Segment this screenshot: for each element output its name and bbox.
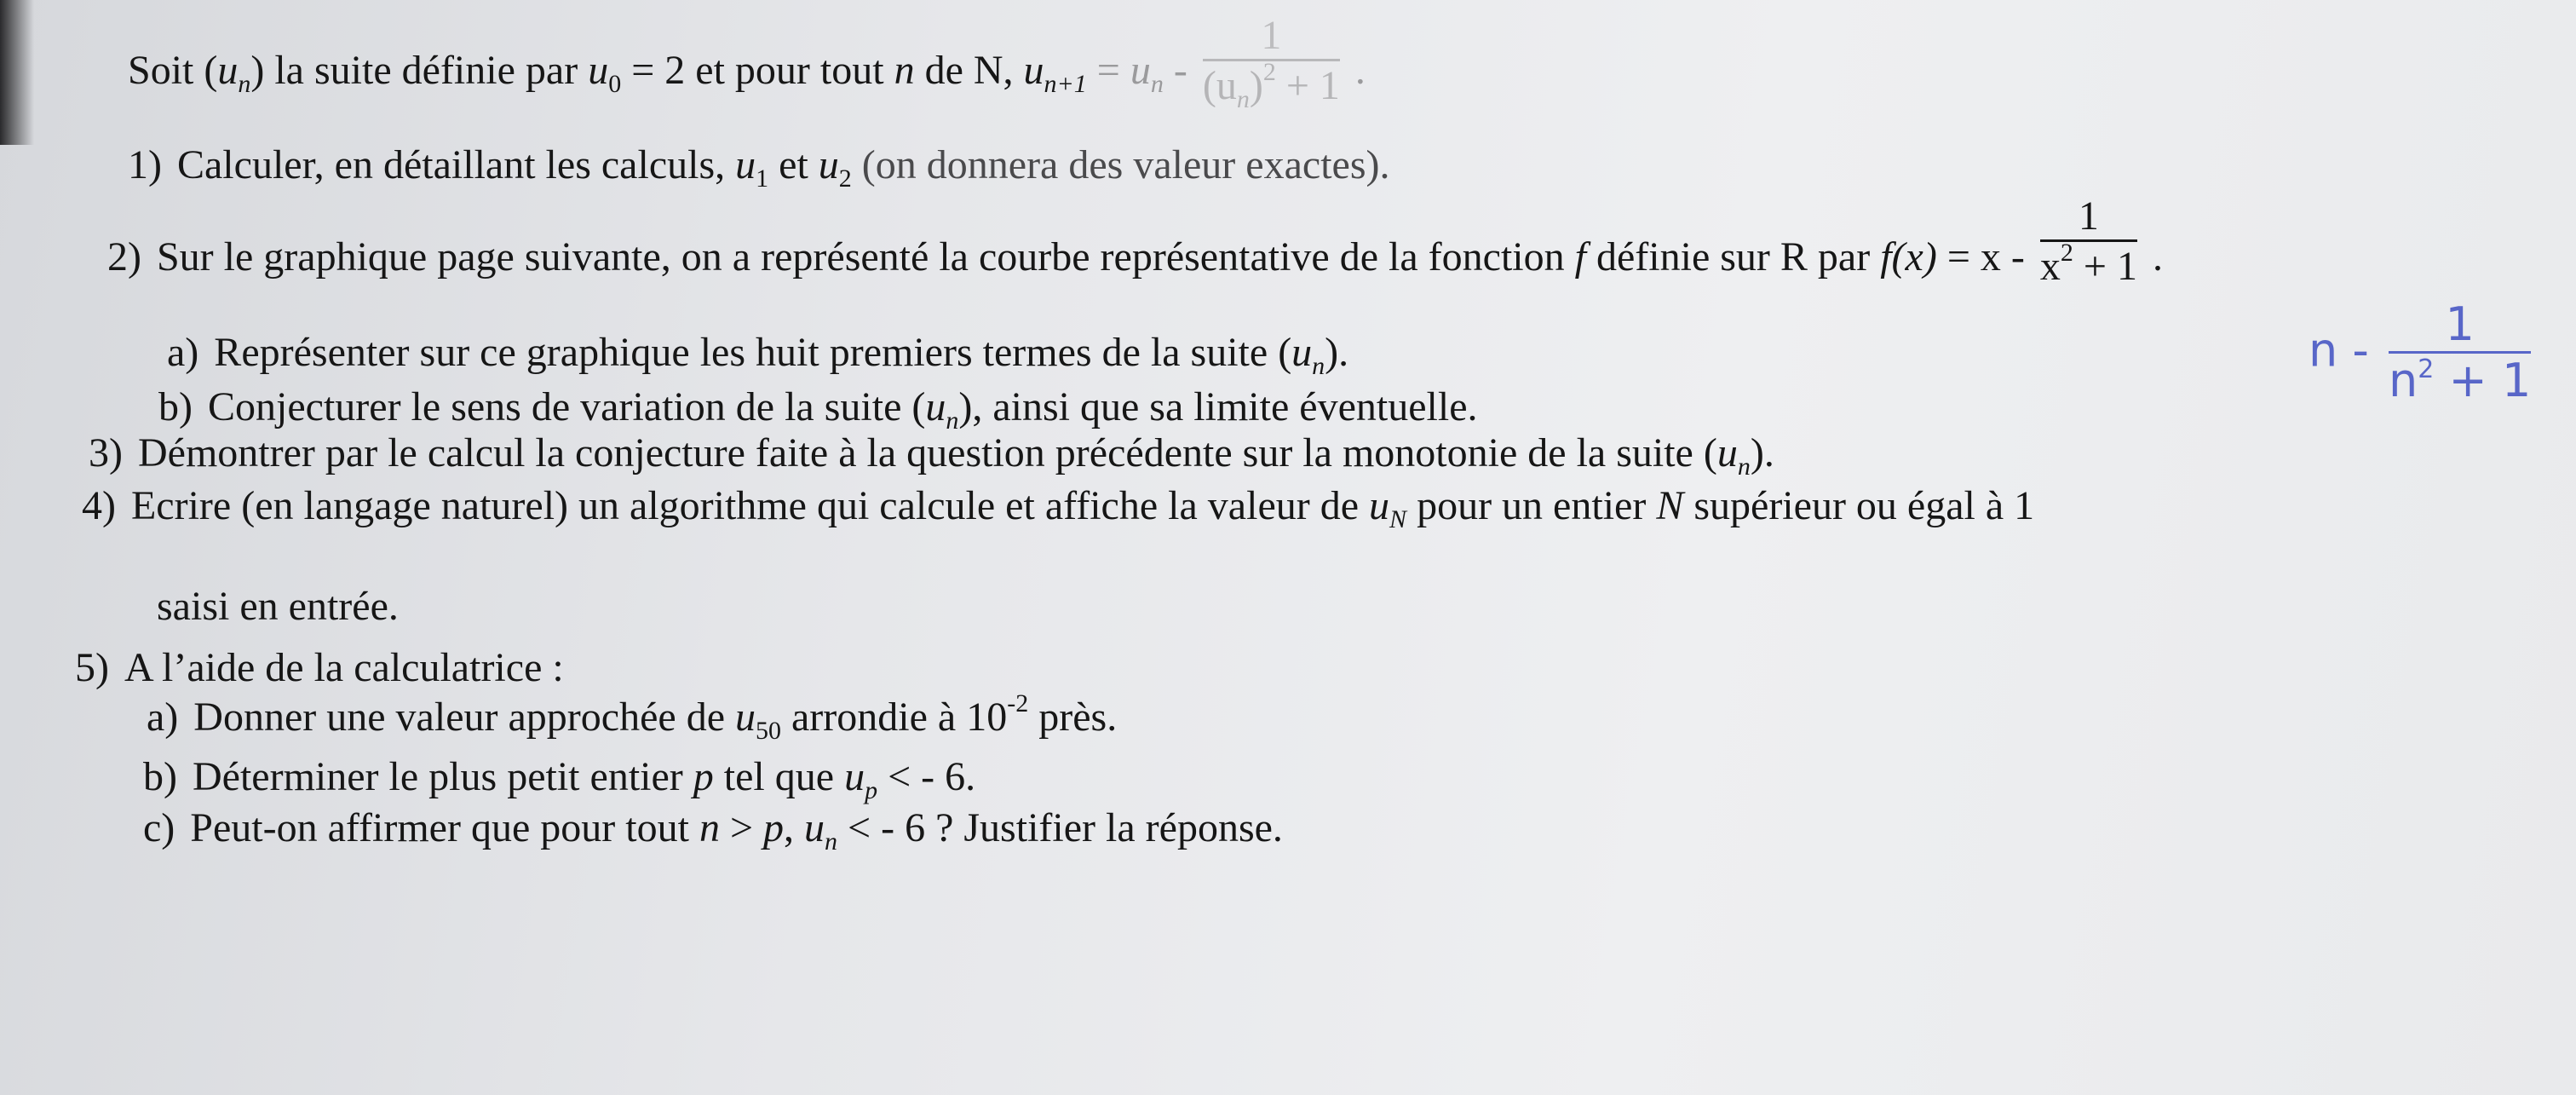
q3-text: Démontrer par le calcul la conjecture faite à la question précédente sur la monotonie de la suite (	[137, 430, 1717, 475]
hand-lead: n -	[2309, 323, 2384, 377]
q2-frac-bot-tail: + 1	[2073, 244, 2137, 290]
q3-u: u	[1716, 430, 1738, 475]
q2-frac-bot: x	[2039, 244, 2061, 290]
q2-eq: = x -	[1936, 233, 2035, 280]
q2a-u: u	[1291, 330, 1313, 375]
q4-N: N	[1389, 505, 1407, 533]
q5c-gt: >	[719, 805, 764, 850]
intro-u: u	[217, 47, 239, 93]
q2-dot: .	[2142, 233, 2163, 280]
u0-letter: u	[588, 47, 609, 93]
q2b-u: u	[925, 384, 946, 429]
q4-number: 4)	[82, 483, 116, 528]
q5c-sub: n	[825, 827, 838, 856]
intro-fraction	[1202, 12, 1340, 114]
question-5b	[143, 754, 976, 804]
q4-text-3: supérieur ou égal à 1	[1683, 483, 2035, 528]
question-2a	[167, 330, 1349, 380]
q3-n: n	[1737, 452, 1751, 481]
q2-frac-top: 1	[2040, 193, 2137, 242]
q2b-n: n	[946, 406, 959, 435]
un1-letter: u	[1023, 47, 1044, 93]
handwritten-note	[2309, 298, 2536, 409]
q5-number: 5)	[75, 645, 109, 690]
intro-frac-bot-end: )	[1249, 63, 1263, 109]
q4-line-2: saisi en entrée.	[157, 584, 399, 629]
intro-minus: -	[1163, 47, 1198, 93]
q2-f: f	[1574, 233, 1586, 280]
q5a-sub: 50	[756, 717, 781, 745]
question-5	[75, 645, 564, 690]
q4-N2: N	[1656, 483, 1684, 528]
intro-eq: =	[1086, 47, 1130, 93]
question-5a	[147, 689, 1118, 745]
question-2b	[158, 384, 1478, 435]
q1-number: 1)	[128, 142, 162, 187]
q5a-sup: -2	[1007, 689, 1029, 718]
un-faint-sub: n	[1150, 69, 1164, 98]
un-faint: u	[1130, 47, 1151, 93]
q2-fx: f(x)	[1880, 233, 1937, 280]
q2b-end: ), ainsi que sa limite éventuelle.	[958, 384, 1478, 429]
q5b-text: Déterminer le plus petit entier	[192, 754, 693, 799]
page-edge-shadow	[0, 0, 34, 145]
intro-text: Soit (	[128, 47, 218, 93]
q5c-text-2: < - 6 ? Justifier la réponse.	[837, 805, 1283, 850]
q1-u1-sub: 1	[756, 164, 769, 193]
q1-u2-sub: 2	[838, 164, 852, 193]
q5a-text: Donner une valeur approchée de	[193, 694, 735, 740]
q2-frac-bot-sup: 2	[2060, 239, 2073, 268]
question-4-line-2	[157, 586, 399, 627]
q5b-text-3: < - 6.	[877, 754, 976, 799]
q5c-n: n	[699, 805, 720, 850]
q2b-text: Conjecturer le sens de variation de la suite (	[207, 384, 926, 429]
q2-fraction	[2040, 193, 2137, 291]
q5b-p: p	[693, 754, 714, 799]
q1-u1: u	[735, 142, 756, 187]
q2a-text: Représenter sur ce graphique les huit premiers termes de la suite (	[214, 330, 1292, 375]
intro-n-var: n	[894, 47, 915, 93]
question-4	[82, 483, 2035, 533]
q2-text: Sur le graphique page suivante, on a représenté la courbe représentative de la fonction	[156, 233, 1575, 280]
q5c-comma: ,	[784, 805, 805, 850]
q5c-p: p	[763, 805, 785, 850]
q1-u2: u	[818, 142, 839, 187]
q4-text-2: pour un entier	[1406, 483, 1657, 528]
q2a-end: ).	[1325, 330, 1349, 375]
q4-text: Ecrire (en langage naturel) un algorithme qui calcule et affiche la valeur de	[130, 483, 1370, 528]
intro-line	[128, 13, 1366, 114]
un1-sub: n+1	[1044, 69, 1087, 98]
q5c-u: u	[804, 805, 825, 850]
question-2	[107, 193, 2163, 291]
q5b-sub: p	[865, 776, 878, 804]
q3-number: 3)	[89, 430, 123, 475]
q5b-u: u	[844, 754, 865, 799]
hand-frac-bot-sup: 2	[2418, 354, 2435, 385]
intro-text-2: ) la suite définie par	[250, 47, 589, 93]
intro-text-3: de N,	[914, 47, 1024, 93]
intro-frac-bot-sup: 2	[1262, 58, 1276, 87]
q5-text: A l’aide de la calculatrice :	[124, 645, 564, 690]
hand-fraction	[2389, 298, 2531, 409]
q4-u: u	[1369, 483, 1390, 528]
q1-text-2: (on donnera des valeur exactes).	[851, 142, 1390, 187]
question-5c	[143, 805, 1283, 856]
intro-n: n	[238, 69, 251, 98]
q5b-text-2: tel que	[713, 754, 845, 799]
q5a-text-2: arrondie à 10	[781, 694, 1008, 740]
intro-dot: .	[1344, 47, 1366, 93]
hand-frac-bot: n	[2389, 354, 2418, 408]
question-1	[128, 142, 1390, 193]
q2-number: 2)	[107, 233, 141, 280]
u0-value: = 2 et pour tout	[621, 47, 894, 93]
q1-et: et	[768, 142, 819, 187]
q2b-number: b)	[158, 384, 193, 429]
intro-frac-top: 1	[1203, 12, 1340, 61]
intro-frac-bot-tail: + 1	[1275, 63, 1340, 109]
q2-text-2: définie sur R par	[1585, 233, 1881, 280]
q5c-text: Peut-on affirmer que pour tout	[190, 805, 699, 850]
q5a-u: u	[735, 694, 756, 740]
u0-sub: 0	[608, 69, 622, 98]
q5a-number: a)	[147, 694, 179, 740]
question-3	[89, 430, 1774, 481]
intro-frac-bot: (u	[1202, 63, 1237, 109]
intro-frac-bot-sub: n	[1236, 85, 1250, 114]
q5b-number: b)	[143, 754, 177, 799]
q2a-n: n	[1312, 352, 1325, 380]
q2a-number: a)	[167, 330, 199, 375]
hand-frac-bot-tail: + 1	[2434, 354, 2532, 408]
q1-text: Calculer, en détaillant les calculs,	[176, 142, 736, 187]
hand-frac-top: 1	[2389, 298, 2531, 354]
q5a-text-3: près.	[1028, 694, 1118, 740]
q3-end: ).	[1750, 430, 1774, 475]
q5c-number: c)	[143, 805, 175, 850]
